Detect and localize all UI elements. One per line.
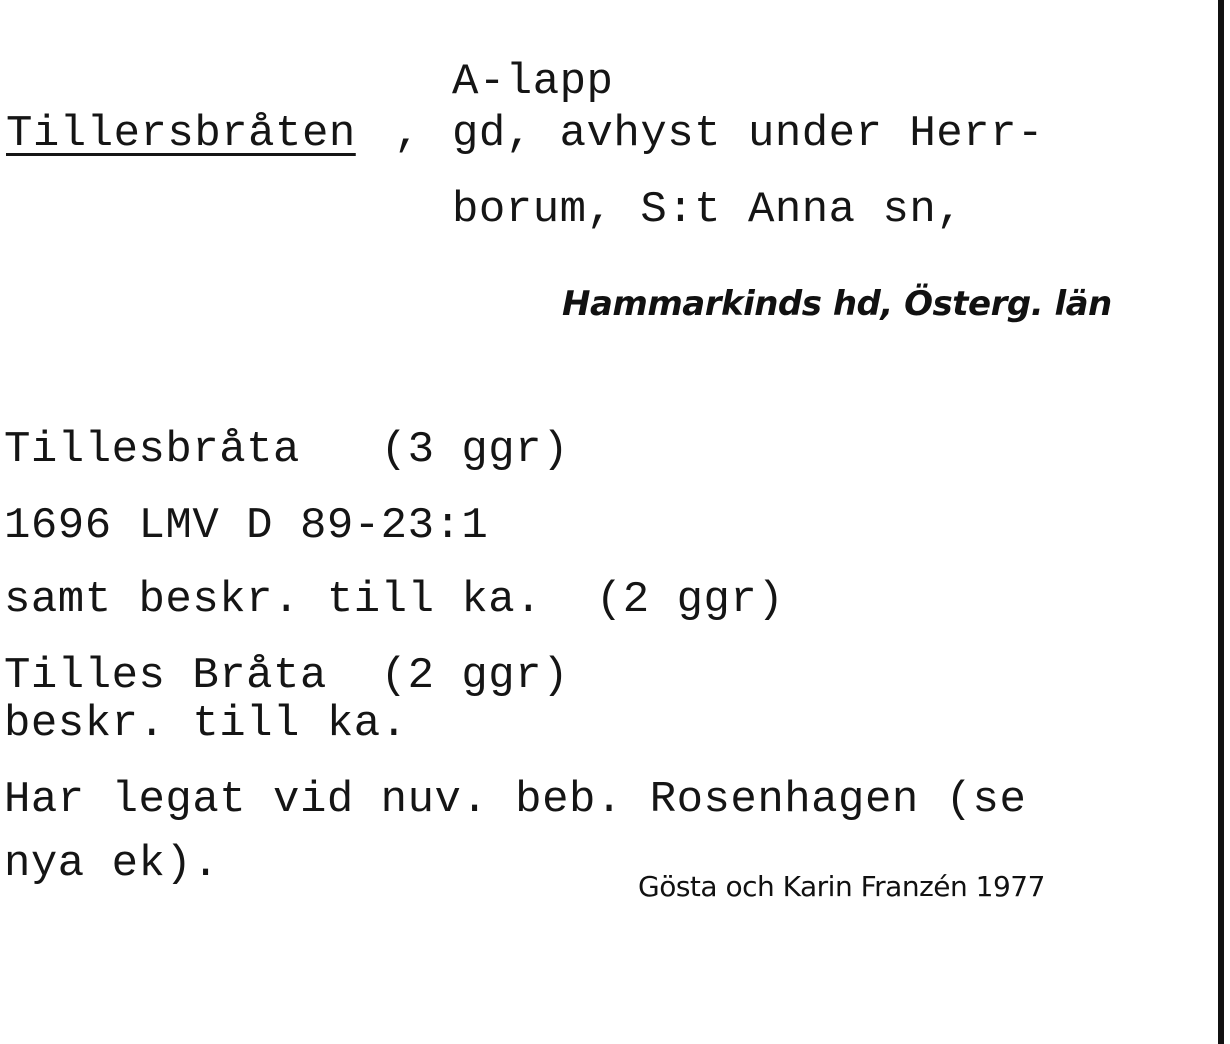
description-line-2: borum, S:t Anna sn, xyxy=(452,185,964,235)
entry-line: samt beskr. till ka. (2 ggr) xyxy=(4,575,785,625)
card-type-label: A-lapp xyxy=(452,57,614,107)
entry-line: beskr. till ka. xyxy=(4,699,408,749)
note-line-1: Har legat vid nuv. beb. Rosenhagen (se xyxy=(4,775,1027,825)
entry-line: Tillesbråta (3 ggr) xyxy=(4,425,569,475)
description-line-1: gd, avhyst under Herr- xyxy=(452,109,1044,159)
headword-comma: , xyxy=(394,109,421,159)
entry-line: 1696 LMV D 89-23:1 xyxy=(4,501,489,551)
note-line-2: nya ek). xyxy=(4,839,220,889)
district-stamp: Hammarkinds hd, Österg. län xyxy=(562,284,1112,324)
headword: Tillersbråten xyxy=(6,109,356,159)
card-edge-divider xyxy=(1218,0,1224,1044)
entry-line: Tilles Bråta (2 ggr) xyxy=(4,651,569,701)
collector-stamp: Gösta och Karin Franzén 1977 xyxy=(638,870,1045,903)
